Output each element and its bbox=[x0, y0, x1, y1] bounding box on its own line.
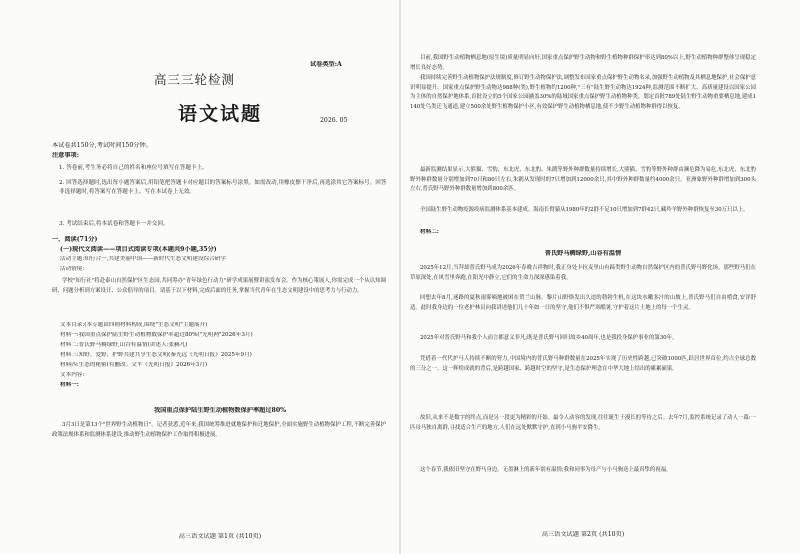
text-content-label: 文本内容: bbox=[60, 372, 85, 378]
article2-paragraph-1: 2025年12月,当拜却普氏野马成为2026年春晚吉祥物时,我正身处卡拉麦里山有蹄类野生动物自然保护区内的普氏野马野化场。那些野马们在草原深处,在风雪里奔跑,在阳光中静立,它们的生命力深深感染着我。 bbox=[410, 265, 756, 281]
exam-title: 高三三轮检测 bbox=[154, 73, 236, 87]
article-title: 我国重点保护陆生野生动植物数保护率超过80% bbox=[153, 407, 287, 414]
subsection-heading: (一)现代文阅读——项目式阅读专项(本题共9小题,35分) bbox=[60, 246, 217, 253]
page-footer: 高三语文试题 第2页 (共10页) bbox=[541, 531, 625, 538]
article2-paragraph-6: 这个春节,我依旧坚守在野马身边。无墨淋上的新年别有温情;我和同事为母产与小马驹送上最真挚的祝福。 bbox=[420, 467, 672, 473]
notes-heading: 注意事项: bbox=[52, 152, 80, 159]
note-1: 1. 答卷前,考生务必将自己的姓名和座位号填写在答题卡上。 bbox=[59, 165, 208, 171]
material-item-4: 材料四:生态的秘密(有删改。文平《光明日报》2026年3月) bbox=[60, 362, 208, 368]
article2-paragraph-5: 故旧,从来不是数字的终点,而是另一段更为精彩的开始。最令人动容的发现,往往诞生于漫长的等待之后。去年7月,监控系统记录了动人一幕:一匹母马独自离群,寻找适合生产的地方,人们在远处默默守护,直到小马驹平安降生。 bbox=[410, 415, 756, 431]
paragraph-4: 全国陆生野生动物疫源疫病监测体系基本建成。海南长臂猿从1980年的2群不足10只增加到7群42只,藏羚羊野外种群恢复至30万只以上。 bbox=[420, 207, 749, 213]
material-item-3: 材料三:知野、爱野、护野共建共享生态文明(秦光远《光明日报》2025年9月) bbox=[60, 352, 252, 358]
article2-paragraph-3: 2025年对普氏野马和我个人而言都意义非凡;既是普氏野马回归故乡40周年,也是我投身保护事业的第30年。 bbox=[420, 335, 678, 341]
section-heading: 一、阅读(71分) bbox=[52, 236, 98, 243]
article2-title: 普氏野马稠绿野,山谷有温情 bbox=[544, 250, 622, 257]
paragraph-2: 我国持续完善野生动植物保护法规制度,修订野生动物保护法,调整发布国家重点保护野生动物名录,加强野生动植物及其栖息地保护,社会保护意识明显提升。国家重点保护野生动物达988种(类),野生植物约1200种,"三有"陆生野生动物达1924种,监测范围不断扩大。高质量建设以国家公园为主体的自然保护地体系,首批设立的5个国家公园涵盖30%的陆域国家重点保护野生动植物种类。划定首批789处陆生野生动物重要栖息地,建成1140处鸟类迁飞通道,建立500余处野生植物保护小区,有效保护野生动植物栖息地,使不少野生动植物种群得以恢复。 bbox=[410, 75, 756, 111]
activity-background: 学校"知行社"将赴泰山自然保护区生态园,共同筹办"青年绿色行动力"研学成果展暨讲演发布会。作为核心策展人,你需完成一个从认知调研、问题分析到方案设计、公众倡导的项目。请基于以下材料,完成后面的任务,掌握当代青年在生态文明建设中的思考力与行动力。 bbox=[52, 278, 386, 294]
material-item-1: 材料一:我国重点保护陆生野生动植物数保护率超过80%("光明网"2026年3月) bbox=[60, 332, 253, 338]
page-1 bbox=[52, 0, 388, 554]
material1-heading: 材料一: bbox=[60, 382, 79, 388]
article2-paragraph-2: 回想去年8月,迷路的夏秋雨雾嘀地被困在贺兰山脉。黎片山野焕发出久违的勃勃生机,在这块水嫩多汁的山坡上,普氏野马们自由啃食,安详舒适。此时我身边的一位老护林员向我讲述他们几十年如一日的坚守,他们不惧严寒酷暑,守护着这片土地上的每一个生灵。 bbox=[410, 295, 756, 311]
page-footer: 高三语文试题 第1页 (共10页) bbox=[178, 533, 262, 540]
note-2: 2. 回答选择题时,选出每小题答案后,用铅笔把答题卡对应题目的答案标号涂黑。如需改动,用橡皮擦干净后,再选涂其它答案标号。回答非选择题时,将答案写在答题卡上。写在本试卷上无效。 bbox=[59, 180, 387, 195]
article-body: 3月3日是第13个"世界野生动植物日"。记者获悉,近年来,我国统筹推进就地保护和迁地保护,全面实施野生动植物保护工程,不断完善保护政策法规体系和监测体系建设,推动野生动植物保护工作取得积极进展。 bbox=[52, 422, 386, 438]
page-fold-shadow bbox=[399, 0, 401, 554]
paper-type: 试卷类型:A bbox=[310, 61, 342, 68]
article2-paragraph-4: 凭借着一代代护马人持续不断的努力,中国境内的普氏野马种群数量在2025年实现了历史性跨越,已突破1000匹,跃居世界首位,约占全球总数的三分之一。这一辉煌成就的背后,是跨越国家、跨越时空的坚守,是生态保护理念在中华大地上结出的累累硕果。 bbox=[410, 356, 756, 372]
paragraph-3: 最新监测结果显示,大熊猫、雪豹、东北虎、东北豹、朱鹮等野外种群数量持续增长,大熊猫、雪豹等野外种群由濒危降为易危,东北虎、东北豹野外种群数量分别增加到70只和80只左右,朱鹮从发现时的7只增加到12000余只,其中野外种群数量约4000余只。亚洲象野外种群增加到300头左右,普氏野马野外种群数量增加到800余匹。 bbox=[410, 167, 756, 193]
material2-heading: 材料二: bbox=[420, 229, 439, 235]
activity-bg-heading: 活动情境: bbox=[60, 266, 85, 272]
exam-date: 2026. 05 bbox=[320, 117, 348, 124]
subject-title: 语文试题 bbox=[178, 103, 263, 125]
page-2 bbox=[410, 0, 756, 554]
note-3: 3. 考试结束后,将本试卷和答题卡一并交回。 bbox=[59, 221, 169, 227]
materials-heading: 文本目录:(本专题由四则材料构成,围绕"生态文明"主题展开) bbox=[60, 322, 208, 328]
paragraph-1: 目前,我国野生动植物栖息地(原生境)质量明显向好,国家重点保护野生动物和野生植物种群保护率达到80%以上,野生动植物种群整体呈现稳定增长良好态势。 bbox=[410, 55, 756, 71]
activity-theme: 活动主题:知行合一,共建美丽中国——新时代生态文明建设综合研学 bbox=[60, 256, 226, 262]
material-item-2: 材料二:普氏野马稠绿野,山谷有温情(讲述人:张赫凡) bbox=[60, 342, 188, 348]
exam-intro: 本试卷共150分,考试时间150分钟。 bbox=[52, 142, 152, 149]
